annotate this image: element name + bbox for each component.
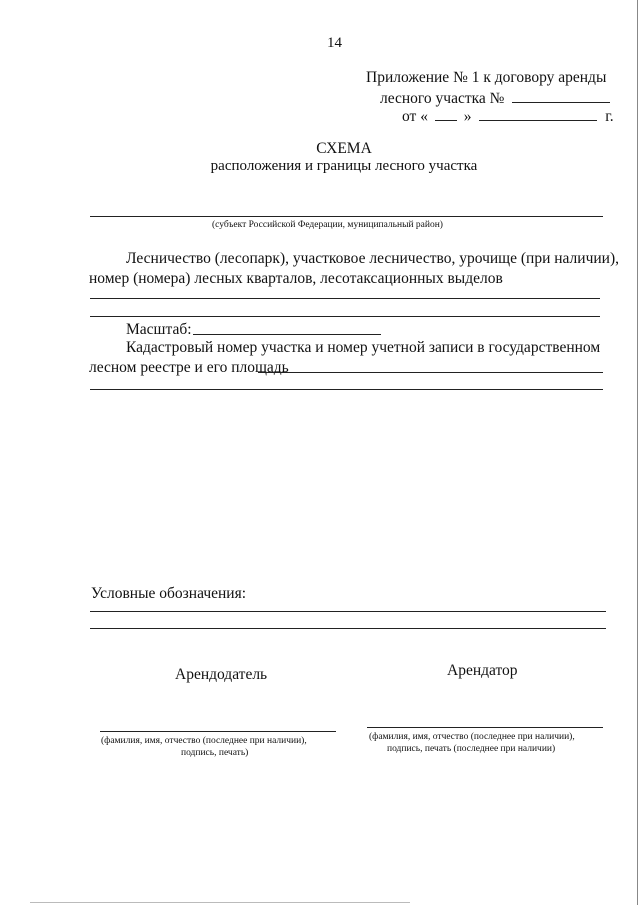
document-title — [0, 141, 640, 157]
date-day-field[interactable] — [435, 108, 457, 121]
lease-number-row — [380, 90, 610, 107]
cadastral-field-1[interactable] — [258, 372, 603, 373]
lessee-caption-line2: подпись, печать (последнее при наличии) — [387, 744, 556, 754]
document-subtitle — [0, 159, 640, 174]
cadastral-text-line1: Кадастровый номер участка и номер учетной записи в государственном — [126, 339, 601, 356]
lessee-caption-line1: (фамилия, имя, отчество (последнее при наличии), — [369, 732, 575, 742]
appendix-heading: Приложение № 1 к договору аренды — [366, 69, 607, 86]
lessor-signature-field[interactable] — [100, 731, 336, 732]
legend-field-2[interactable] — [90, 628, 606, 629]
lessor-title: Арендодатель — [175, 666, 268, 683]
lessor-caption-line1: (фамилия, имя, отчество (последнее при наличии), — [101, 736, 307, 746]
cadastral-field-2[interactable] — [90, 389, 603, 390]
title-sub: расположения и границы лесного участка — [210, 158, 478, 174]
forestry-text-line2: номер (номера) лесных кварталов, лесотаксационных выделов — [89, 270, 503, 287]
scale-label: Масштаб: — [126, 321, 192, 338]
date-open-quote: от « — [402, 108, 428, 125]
date-close-quote: » — [463, 108, 472, 125]
scale-field[interactable] — [193, 334, 381, 335]
region-field[interactable] — [90, 216, 603, 217]
region-caption: (субъект Российской Федерации, муниципальный район) — [212, 220, 443, 230]
lessor-caption-line2: подпись, печать) — [181, 748, 249, 758]
forestry-field-2[interactable] — [90, 316, 600, 317]
page-edge-bottom — [30, 902, 410, 903]
lessee-signature-field[interactable] — [367, 727, 603, 728]
year-suffix: г. — [605, 108, 614, 125]
date-month-year-field[interactable] — [479, 108, 597, 121]
forestry-text-line1: Лесничество (лесопарк), участковое лесничество, урочище (при наличии), — [126, 250, 619, 267]
title-main: СХЕМА — [316, 140, 372, 157]
lease-number-field[interactable] — [512, 90, 610, 103]
forestry-field-1[interactable] — [90, 298, 600, 299]
lease-date-row — [402, 108, 614, 125]
lease-number-label: лесного участка № — [380, 90, 505, 107]
lessee-title: Арендатор — [447, 662, 518, 679]
page-number: 14 — [327, 35, 342, 51]
cadastral-text-line2: лесном реестре и его площадь — [89, 359, 289, 376]
legend-label: Условные обозначения: — [91, 585, 247, 602]
legend-field-1[interactable] — [90, 611, 606, 612]
page-edge-right — [637, 0, 638, 905]
